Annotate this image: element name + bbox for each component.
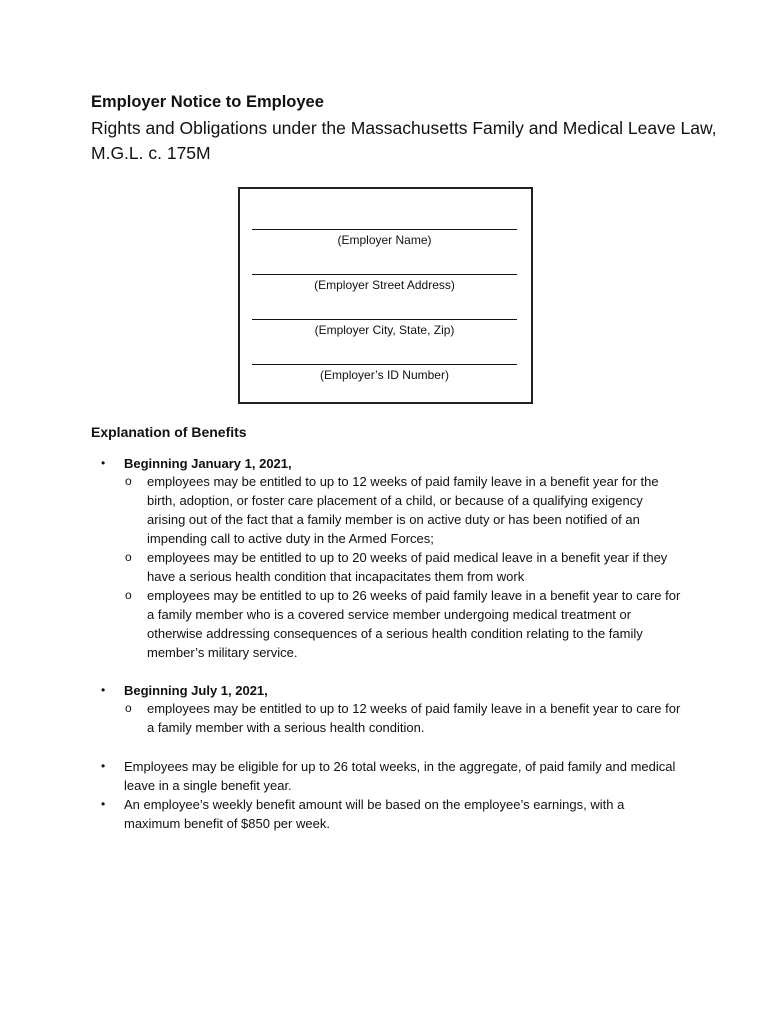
benefit-sub-item: employees may be entitled to up to 12 weeks of paid family leave in a benefit year for the birth, adoption, or foster care placement of a child, or because of a qualifying exigency arising out of the fact that a family member is on active duty or has been notified of an impending call to active duty in the Armed Forces;: [147, 474, 659, 546]
bullet-icon: •: [101, 759, 106, 773]
sub-bullet-icon: o: [125, 550, 132, 564]
sub-bullet-icon: o: [125, 474, 132, 488]
benefit-sub-item: employees may be entitled to up to 26 weeks of paid family leave in a benefit year to care for a family member who is a covered service member undergoing medical treatment or otherwise addressing consequences of a serious health condition relating to the family member’s military service.: [147, 588, 681, 660]
bullet-icon: •: [101, 683, 106, 697]
bullet-icon: •: [101, 456, 106, 470]
sub-bullet-icon: o: [125, 588, 132, 602]
employer-info-box: [238, 187, 533, 404]
benefit-sub-item: employees may be entitled to up to 20 weeks of paid medical leave in a benefit year if they have a serious health condition that incapacitates them from work: [147, 550, 668, 584]
employer-city-state-zip-field[interactable]: (Employer City, State, Zip): [252, 319, 517, 337]
benefit-sub-item: employees may be entitled to up to 12 weeks of paid family leave in a benefit year to care for a family member with a serious health condition.: [147, 701, 681, 735]
benefit-item-january: Beginning January 1, 2021,: [124, 456, 292, 471]
employer-street-address-field[interactable]: (Employer Street Address): [252, 274, 517, 292]
benefit-item-weekly-amount: An employee’s weekly benefit amount will be based on the employee’s earnings, with a maximum benefit of $850 per week.: [124, 797, 625, 831]
benefit-item-july: Beginning July 1, 2021,: [124, 683, 268, 698]
page-subtitle: Rights and Obligations under the Massachusetts Family and Medical Leave Law, M.G.L. c. 175M: [91, 118, 717, 163]
employer-name-field[interactable]: (Employer Name): [252, 229, 517, 247]
sub-bullet-icon: o: [125, 701, 132, 715]
page-title: Employer Notice to Employee: [91, 93, 324, 111]
bullet-icon: •: [101, 797, 106, 811]
benefits-heading: Explanation of Benefits: [91, 424, 247, 440]
benefit-item-total-weeks: Employees may be eligible for up to 26 total weeks, in the aggregate, of paid family and medical leave in a single benefit year.: [124, 759, 676, 793]
employer-id-number-field[interactable]: (Employer’s ID Number): [252, 364, 517, 382]
